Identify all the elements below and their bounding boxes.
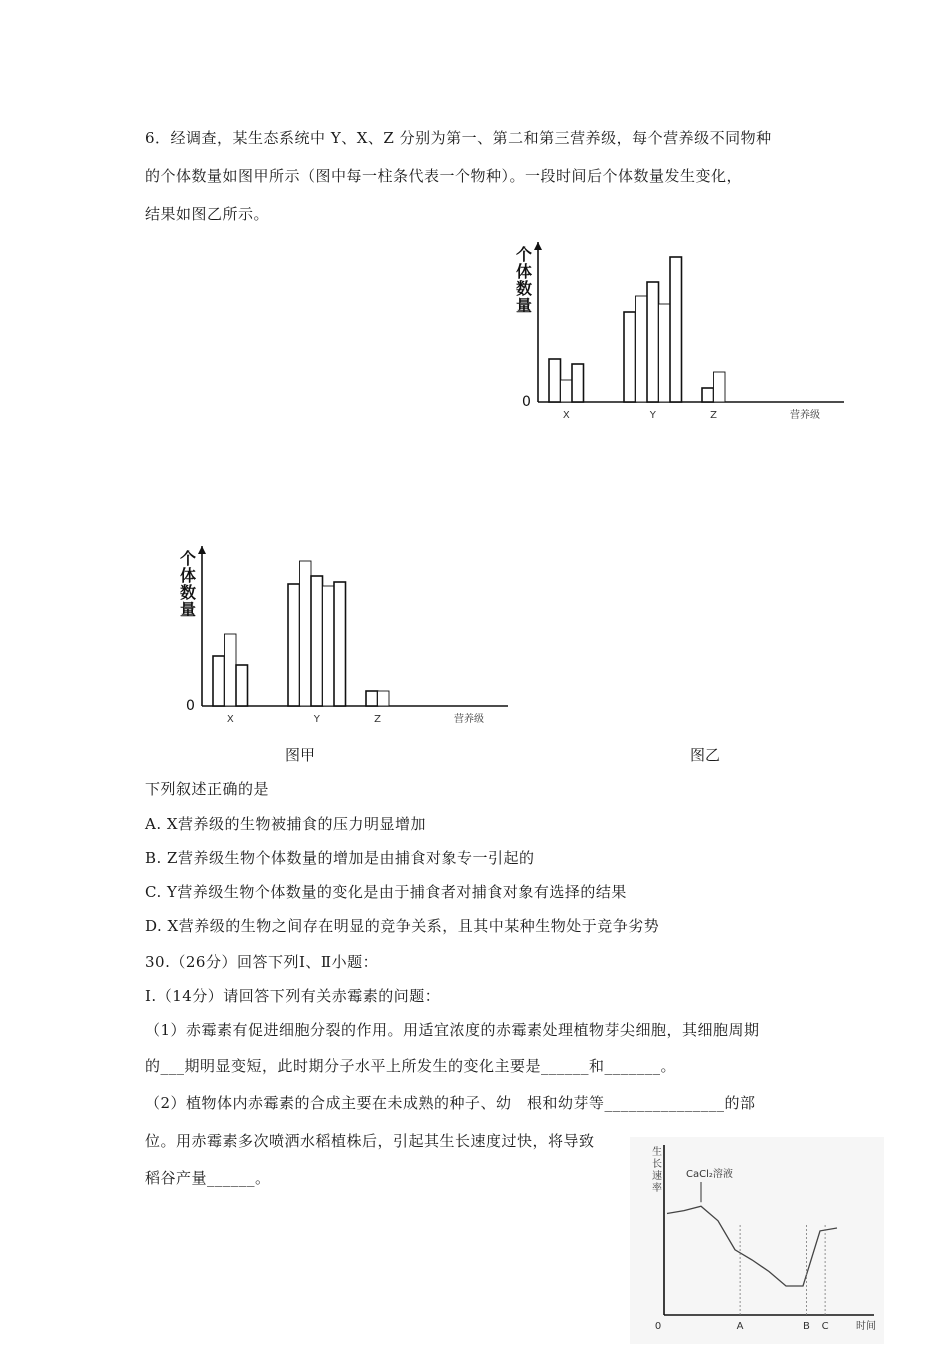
yi-y-arrow: [534, 242, 542, 250]
jia-x-tick-y: Y: [313, 714, 320, 725]
caption-yi: 图乙: [690, 746, 721, 764]
growth-x-tick: C: [821, 1321, 829, 1332]
yi-bar-y: [670, 257, 682, 402]
jia-y-arrow: [198, 546, 206, 554]
jia-bar-x: [225, 634, 237, 706]
yi-y-label-char: 体: [516, 262, 533, 281]
jia-y-label-char: 量: [180, 600, 197, 619]
figure-jia: [174, 540, 514, 730]
q6-prompt: 下列叙述正确的是: [145, 780, 270, 798]
jia-bar-z: [378, 691, 390, 706]
growth-x-tick: B: [802, 1321, 810, 1332]
growth-rate-figure: [630, 1137, 884, 1344]
figure-jia-chart: [174, 540, 514, 730]
growth-x-tick: A: [736, 1321, 744, 1332]
growth-annotation: CaCl₂溶液: [686, 1169, 733, 1180]
jia-x-tick-x: X: [226, 714, 234, 725]
q30-part1-header: Ⅰ.（14分）请回答下列有关赤霉素的问题：: [145, 987, 441, 1005]
yi-bar-y: [647, 282, 659, 402]
jia-bar-y: [300, 561, 312, 706]
yi-bar-x: [572, 364, 584, 402]
jia-y-label-char: 数: [180, 583, 197, 602]
figure-yi: [510, 236, 850, 426]
caption-jia: 图甲: [285, 746, 316, 764]
growth-y-label-char: 速: [652, 1171, 662, 1182]
yi-bar-y: [636, 296, 648, 402]
jia-bar-y: [334, 582, 346, 706]
jia-bar-y: [311, 576, 323, 706]
yi-x-axis-label: 营养级: [790, 410, 820, 421]
jia-x-axis-label: 营养级: [454, 714, 484, 725]
yi-x-tick-y: Y: [649, 410, 656, 421]
q6-option-b: B. Z营养级生物个体数量的增加是由捕食对象专一引起的: [145, 849, 535, 867]
growth-y-label-char: 生: [652, 1147, 662, 1158]
jia-bar-x: [213, 656, 225, 706]
q6-line-2: 的个体数量如图甲所示（图中每一柱条代表一个物种）。一段时间后个体数量发生变化，: [145, 167, 743, 185]
jia-bar-z: [366, 691, 378, 706]
yi-x-tick-x: X: [562, 410, 570, 421]
growth-series-line: [667, 1206, 837, 1286]
yi-bar-y: [659, 304, 671, 402]
growth-rate-chart: [630, 1137, 884, 1344]
q6-line-1: 6．经调查，某生态系统中 Y、X、Z 分别为第一、第二和第三营养级，每个营养级不同物种: [145, 129, 772, 147]
jia-bar-y: [288, 584, 300, 706]
yi-bar-x: [561, 380, 573, 402]
growth-x-label: 时间: [856, 1321, 876, 1332]
q6-option-c: C. Y营养级生物个体数量的变化是由于捕食者对捕食对象有选择的结果: [145, 883, 627, 901]
yi-bar-y: [624, 312, 636, 402]
jia-origin-label: 0: [186, 698, 195, 714]
yi-bar-z: [714, 372, 726, 402]
yi-x-tick-z: Z: [710, 410, 717, 421]
growth-x-tick: 0: [654, 1321, 662, 1332]
q30-line-2: 的___期明显变短，此时期分子水平上所发生的变化主要是______和_______。: [145, 1057, 677, 1075]
q6-option-d: D. X营养级的生物之间存在明显的竞争关系，且其中某种生物处于竞争劣势: [145, 917, 660, 935]
q30-line-3: （2）植物体内赤霉素的合成主要在未成熟的种子、幼 根和幼芽等_______________的部: [145, 1094, 756, 1112]
jia-y-label-char: 体: [180, 566, 197, 585]
yi-y-label-char: 量: [516, 296, 533, 315]
yi-y-label-char: 数: [516, 279, 533, 298]
yi-origin-label: 0: [522, 394, 531, 410]
q30-line-5: 稻谷产量______。: [145, 1169, 271, 1187]
jia-y-label-char: 个: [180, 549, 197, 568]
yi-bar-x: [549, 359, 561, 402]
q30-line-1: （1）赤霉素有促进细胞分裂的作用。用适宜浓度的赤霉素处理植物芽尖细胞，其细胞周期: [145, 1021, 760, 1039]
jia-bar-y: [323, 586, 335, 706]
growth-y-label-char: 长: [652, 1159, 662, 1170]
q30-header: 30.（26分）回答下列Ⅰ、Ⅱ小题：: [145, 953, 379, 971]
yi-y-label-char: 个: [516, 245, 533, 264]
yi-bar-z: [702, 388, 714, 402]
jia-x-tick-z: Z: [374, 714, 381, 725]
figure-yi-chart: [510, 236, 850, 426]
growth-y-label-char: 率: [652, 1183, 662, 1194]
jia-bar-x: [236, 665, 248, 706]
q30-line-4: 位。用赤霉素多次喷洒水稻植株后，引起其生长速度过快，将导致: [145, 1132, 595, 1150]
q6-line-3: 结果如图乙所示。: [145, 205, 270, 223]
q6-option-a: A. X营养级的生物被捕食的压力明显增加: [145, 815, 427, 833]
